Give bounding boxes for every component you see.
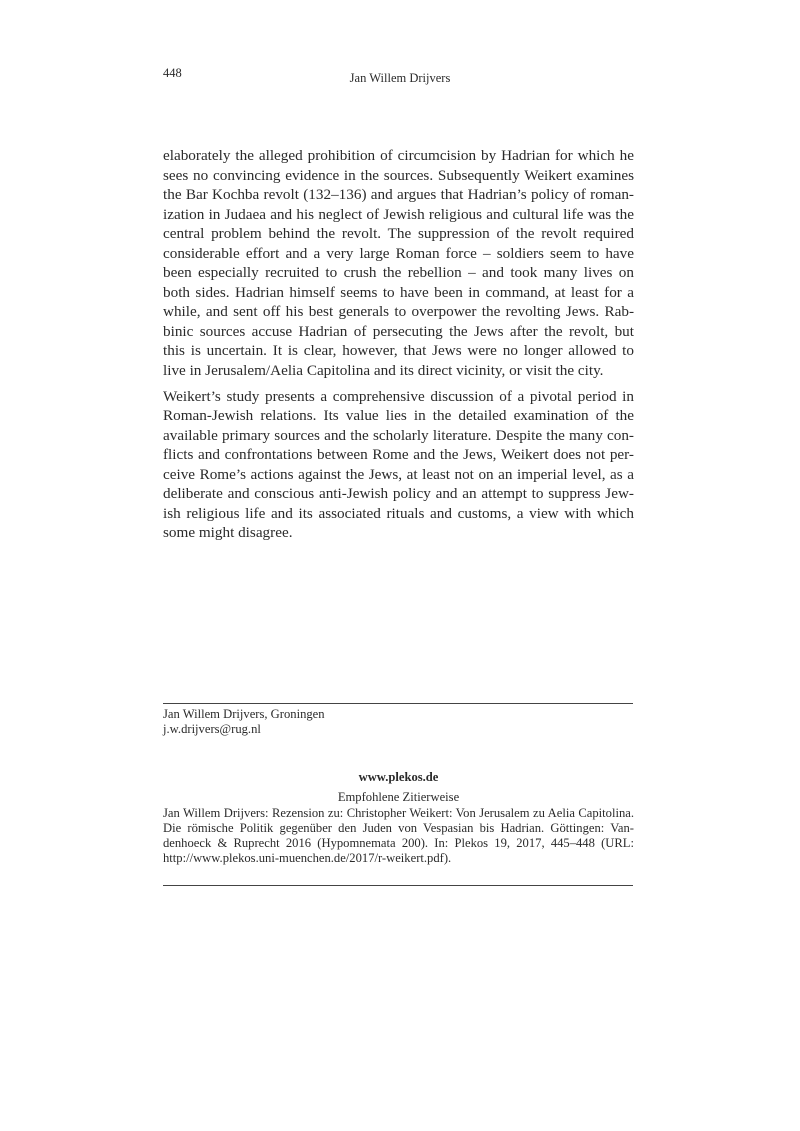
page-number: 448 <box>163 66 182 80</box>
text-line: ish religious life and its associated rituals and customs, a view with which <box>163 504 634 522</box>
text-line: elaborately the alleged prohibition of circumcision by Hadrian for which he <box>163 147 634 164</box>
text-line: deliberate and conscious anti-Jewish policy and an attempt to suppress Jew- <box>163 485 634 502</box>
text-line: flicts and confrontations between Rome and the Jews, Weikert does not per- <box>163 446 634 463</box>
text-line: ceive Rome’s actions against the Jews, at least not on an imperial level, as a <box>163 465 634 483</box>
paragraph-2 <box>163 387 634 543</box>
text-line: central problem behind the revolt. The suppression of the revolt required <box>163 225 634 242</box>
text-line: binic sources accuse Hadrian of persecuting the Jews after the revolt, but <box>163 322 634 340</box>
text-line: considerable effort and a very large Roman force – soldiers seem to have <box>163 244 634 262</box>
text-line: the Bar Kochba revolt (132–136) and argues that Hadrian’s policy of roman- <box>163 186 634 203</box>
text-line: this is uncertain. It is clear, however, that Jews were no longer allowed to <box>163 342 634 359</box>
text-line: been especially recruited to crush the rebellion – and took many lives on <box>163 264 634 281</box>
body-text <box>163 146 634 549</box>
citation-line: Jan Willem Drijvers: Rezension zu: Christopher Weikert: Von Jerusalem zu Aelia Capitolina. <box>163 805 634 820</box>
text-line: available primary sources and the scholarly literature. Despite the many con- <box>163 426 634 444</box>
text-line: while, and sent off his best generals to overpower the revolting Jews. Rab- <box>163 303 634 320</box>
citation-line: denhoeck & Ruprecht 2016 (Hypomnemata 200). In: Plekos 19, 2017, 445–448 (URL: <box>163 836 634 851</box>
text-line: ization in Judaea and his neglect of Jewish religious and cultural life was the <box>163 205 634 223</box>
author-block <box>163 707 634 738</box>
text-line: live in Jerusalem/Aelia Capitolina and its direct vicinity, or visit the city. <box>163 361 604 379</box>
text-line: some might disagree. <box>163 524 293 541</box>
citation-line: Die römische Politik gegenüber den Juden von Vespasian bis Hadrian. Göttingen: Van- <box>163 820 634 835</box>
paragraph-1 <box>163 146 634 380</box>
text-line: Roman-Jewish relations. Its value lies in the detailed examination of the <box>163 407 634 424</box>
running-head: Jan Willem Drijvers <box>349 71 451 85</box>
footer-divider-bottom <box>163 885 633 886</box>
citation-url[interactable]: http://www.plekos.uni-muenchen.de/2017/r-weikert.pdf). <box>163 851 452 866</box>
citation-block <box>163 770 634 867</box>
text-line: sees no convincing evidence in the sources. Subsequently Weikert examines <box>163 166 634 184</box>
citation-heading: Empfohlene Zitierweise <box>337 790 460 805</box>
website-link[interactable]: www.plekos.de <box>358 770 439 784</box>
text-line: both sides. Hadrian himself seems to have been in command, at least for a <box>163 283 634 301</box>
author-affiliation: Jan Willem Drijvers, Groningen <box>163 707 325 721</box>
author-email[interactable]: j.w.drijvers@rug.nl <box>163 722 261 737</box>
footer-divider-top <box>163 703 633 704</box>
text-line: Weikert’s study presents a comprehensive discussion of a pivotal period in <box>163 387 634 405</box>
